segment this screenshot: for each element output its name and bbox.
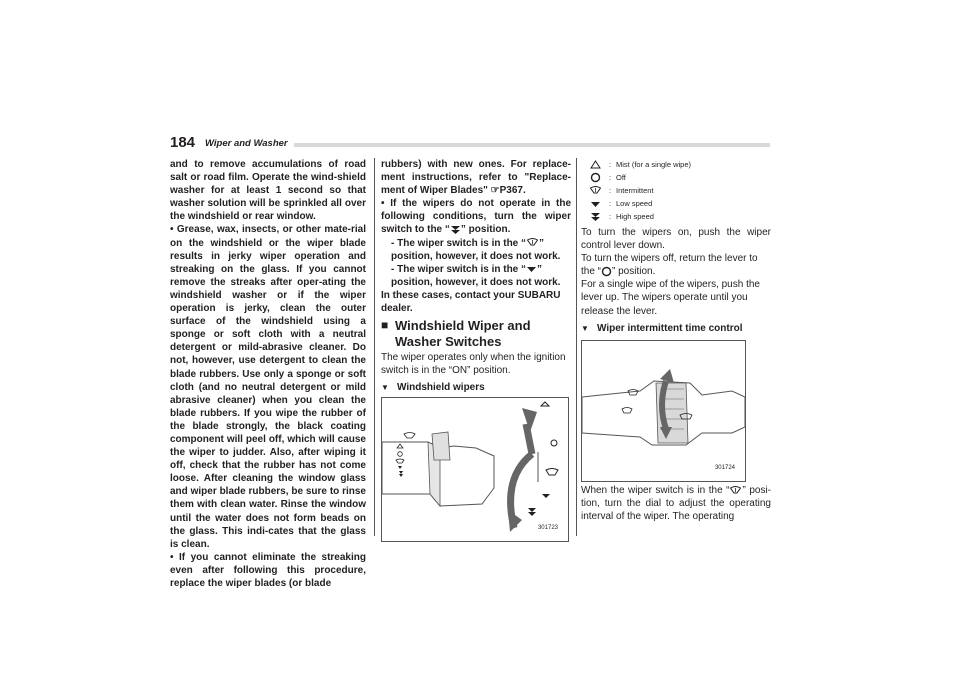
intermittent-icon: [729, 486, 742, 495]
legend-text: Low speed: [616, 198, 653, 208]
page-header: [170, 134, 770, 150]
legend-row: [581, 171, 771, 184]
subhead-windshield-wipers: [381, 381, 571, 394]
mist-icon: [586, 159, 604, 171]
heading-square: ■: [381, 318, 389, 333]
intermittent-dial-illustration: [582, 341, 745, 481]
legend: [581, 158, 771, 223]
legend-colon: :: [608, 185, 612, 195]
subhead-intermittent-control: [581, 322, 771, 335]
high-speed-icon: [586, 211, 604, 223]
bullet-text-a: If the wipers do not operate in the following conditions, turn the wiper switch to the “: [381, 198, 572, 236]
para-text-b: ” position.: [612, 266, 656, 278]
intermittent-icon: [526, 238, 539, 247]
figure-intermittent-dial: [581, 340, 746, 482]
legend-text: Off: [616, 172, 626, 182]
off-icon: [586, 172, 604, 184]
figure-code: 301723: [537, 525, 558, 532]
para-text-a: When the wiper switch is in the “: [581, 484, 730, 496]
figure-code: 301724: [714, 464, 735, 471]
column-divider-1: [374, 158, 375, 536]
bullet-mark: •: [170, 224, 174, 236]
heading-text: Windshield Wiper and Washer Switches: [395, 318, 531, 349]
bullet-mark: •: [170, 551, 174, 563]
col2-replace-ref: rubbers) with new ones. For replace-ment instructions, refer to "Replace-ment of Wiper Blades" ☞P367.: [381, 159, 571, 197]
column-2: [381, 158, 571, 542]
subhead-text: Wiper intermittent time control: [597, 322, 743, 334]
col3-turn-off: [581, 252, 771, 278]
low-speed-icon: [526, 265, 537, 273]
subhead-triangle: ▼: [381, 383, 389, 393]
legend-colon: :: [608, 159, 612, 169]
page-number: 184: [170, 134, 196, 151]
subhead-triangle: ▼: [581, 323, 589, 333]
bullet-mark: •: [381, 198, 385, 210]
col1-bullet-2: [170, 551, 366, 590]
dash-text-a: - The wiper switch is in the “: [391, 263, 527, 275]
section-heading: [381, 318, 571, 349]
legend-row: [581, 184, 771, 197]
col2-bullet: [381, 197, 571, 236]
legend-colon: :: [608, 211, 612, 221]
dash-text-b: ” position, however, it does not work.: [391, 263, 561, 288]
col1-bullet-1: [170, 223, 366, 550]
legend-text: Intermittent: [616, 185, 654, 195]
col2-dash-1: [381, 237, 571, 263]
legend-row: [581, 197, 771, 210]
col2-dash-2: [381, 263, 571, 289]
col3-single-wipe: For a single wipe of the wipers, push the lever up. The wipers operate until you release the lever.: [581, 279, 760, 317]
para-text-a: To turn the wipers off, return the lever to the “: [581, 253, 758, 278]
legend-colon: :: [608, 172, 612, 182]
column-1: [170, 158, 366, 590]
column-3: [581, 158, 771, 523]
col3-turn-on: To turn the wipers on, push the wiper control lever down.: [581, 227, 771, 252]
section-title: Wiper and Washer: [205, 138, 288, 149]
bullet-text-b: ” position.: [460, 224, 511, 236]
low-speed-icon: [586, 198, 604, 210]
intermittent-icon: [586, 185, 604, 197]
legend-colon: :: [608, 198, 612, 208]
legend-text: High speed: [616, 211, 654, 221]
col2-intro: The wiper operates only when the ignition switch is in the “ON” position.: [381, 352, 566, 377]
col2-contact: In these cases, contact your SUBARU dealer.: [381, 289, 561, 315]
legend-row: [581, 158, 771, 171]
column-divider-2: [576, 158, 577, 536]
col3-dial-text: [581, 484, 771, 523]
bullet-text: If you cannot eliminate the streaking even after following this procedure, replace the wiper blades (or blade: [170, 551, 366, 589]
legend-row: [581, 210, 771, 223]
dash-text-b: ” position, however, it does not work.: [391, 237, 561, 262]
legend-text: Mist (for a single wipe): [616, 159, 692, 169]
col1-paragraph: and to remove accumulations of road salt or road film. Operate the wind-shield washer for at least 1 second so that washer solution will be sprinkled all over the windshield or rear window.: [170, 159, 366, 223]
wiper-lever-illustration: [382, 398, 568, 541]
para-text-b: ” posi-tion, turn the dial to adjust the operating interval of the wiper. The operating: [581, 484, 771, 522]
subhead-text: Windshield wipers: [397, 382, 485, 394]
bullet-text: Grease, wax, insects, or other mate-rial on the windshield or the wiper blade results in jerky wiper operation and streaking on the glass. If you cannot remove the streaks after oper-ating the windshield washer or if the wiper operation is jerky, clean the outer surface of the windshield using a sponge or soft cloth with a neutral detergent or mild-abrasive cleaner. Do not, however, use detergent to clean the blade rubbers. Use only a sponge or soft cloth (and no neutral detergent or mild abrasive cleaner) when you clean the blade rubbers. If you wipe the rubber of the blade strongly, the black coating component will peel off, which will cause the wiper to judder. Also, after wiping it off, check that the rubber has not come loose. After cleaning the window glass and wiper blade rubbers, be sure to rinse them with clean water. Rinse the window until the water does not form beads on the glass. This indi-cates that the glass is clean.: [170, 224, 366, 550]
off-icon: [601, 266, 612, 277]
figure-wiper-lever: [381, 397, 569, 542]
high-speed-icon: [450, 225, 461, 235]
header-rule: [294, 143, 770, 147]
dash-text-a: - The wiper switch is in the “: [391, 237, 527, 249]
